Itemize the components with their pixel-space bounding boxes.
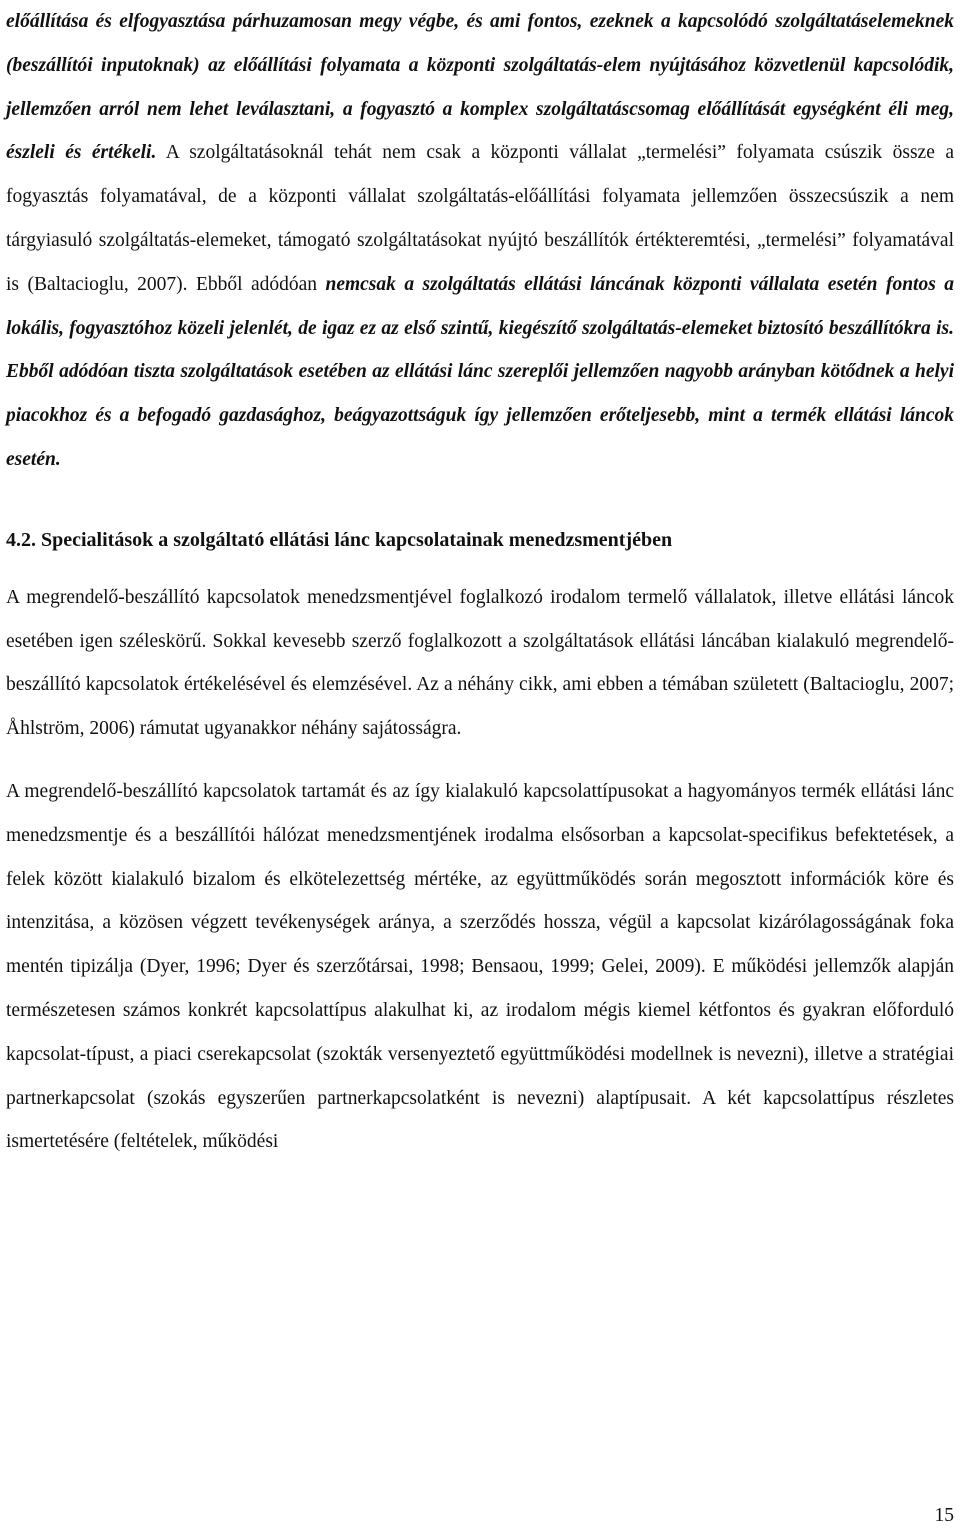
emphasis-text-1: előállítása és elfogyasztása párhuzamosan megy végbe, és ami fontos, ezeknek a kapcsolódó szolgáltatáselemeknek (beszállítói inputoknak) az előállítási folyamata a központi szolgáltatás-elem nyújtásához közvetlenül kapcsolódik, jellemzően arról nem lehet leválasztani, a fogyasztó a komplex szolgáltatáscsomag előállítását egységként éli meg, észleli és értékeli.	[6, 11, 954, 164]
body-paragraph-3: A megrendelő-beszállító kapcsolatok tartamát és az így kialakuló kapcsolattípusokat a hagyományos termék ellátási lánc menedzsmentje és a beszállítói hálózat menedzsmentjének irodalma elsősorban a kapcsolat-specifikus befektetések, a felek között kialakuló bizalom és elkötelezettség mértéke, az együttműködés során megosztott információk köre és intenzitása, a közösen végzett tevékenységek aránya, a szerződés hossza, végül a kapcsolat kizárólagosságának foka mentén tipizálja (Dyer, 1996; Dyer és szerzőtársai, 1998; Bensaou, 1999; Gelei, 2009). E működési jellemzők alapján természetesen számos konkrét kapcsolattípus alakulhat ki, az irodalom mégis kiemel kétfontos és gyakran előforduló kapcsolat-típust, a piaci cserekapcsolat (szokták versenyeztető együttműködési modellnek is nevezni), illetve a stratégiai partnerkapcsolat (szokás egyszerűen partnerkapcsolatként is nevezni) alaptípusait. A két kapcsolattípus részletes ismertetésére (feltételek, működési	[6, 780, 954, 1153]
document-page	[6, 0, 954, 1164]
body-paragraph-2: A megrendelő-beszállító kapcsolatok menedzsmentjével foglalkozó irodalom termelő vállalatok, illetve ellátási láncok esetében igen széleskörű. Sokkal kevesebb szerző foglalkozott a szolgáltatások ellátási láncában kialakuló megrendelő-beszállító kapcsolatok értékelésével és elemzésével. Az a néhány cikk, ami ebben a témában született (Baltacioglu, 2007; Åhlström, 2006) rámutat ugyanakkor néhány sajátosságra.	[6, 586, 954, 740]
section-heading: 4.2. Specialitások a szolgáltató ellátási lánc kapcsolatainak menedzsmentjében	[6, 528, 673, 551]
page-number: 15	[934, 1505, 954, 1526]
body-paragraph-1	[6, 0, 954, 482]
emphasis-text-2: nemcsak a szolgáltatás ellátási láncának központi vállalata esetén fontos a lokális, fogyasztóhoz közeli jelenlét, de igaz ez az első szintű, kiegészítő szolgáltatás-elemeket biztosító beszállítókra is. Ebből adódóan tiszta szolgáltatások esetében az ellátási lánc szereplői jellemzően nagyobb arányban kötődnek a helyi piacokhoz és a befogadó gazdasághoz, beágyazottságuk így jellemzően erőteljesebb, mint a termék ellátási láncok esetén.	[6, 273, 954, 470]
paragraph-text-1: A szolgáltatásoknál tehát nem csak a központi vállalat „termelési” folyamata csúszik össze a fogyasztás folyamatával, de a központi vállalat szolgáltatás-előállítási folyamata jellemzően összecsúszik a nem tárgyiasuló szolgáltatás-elemeket, támogató szolgáltatásokat nyújtó beszállítók értékteremtési, „termelési” folyamatával is (Baltacioglu, 2007). Ebből adódóan	[6, 142, 954, 295]
